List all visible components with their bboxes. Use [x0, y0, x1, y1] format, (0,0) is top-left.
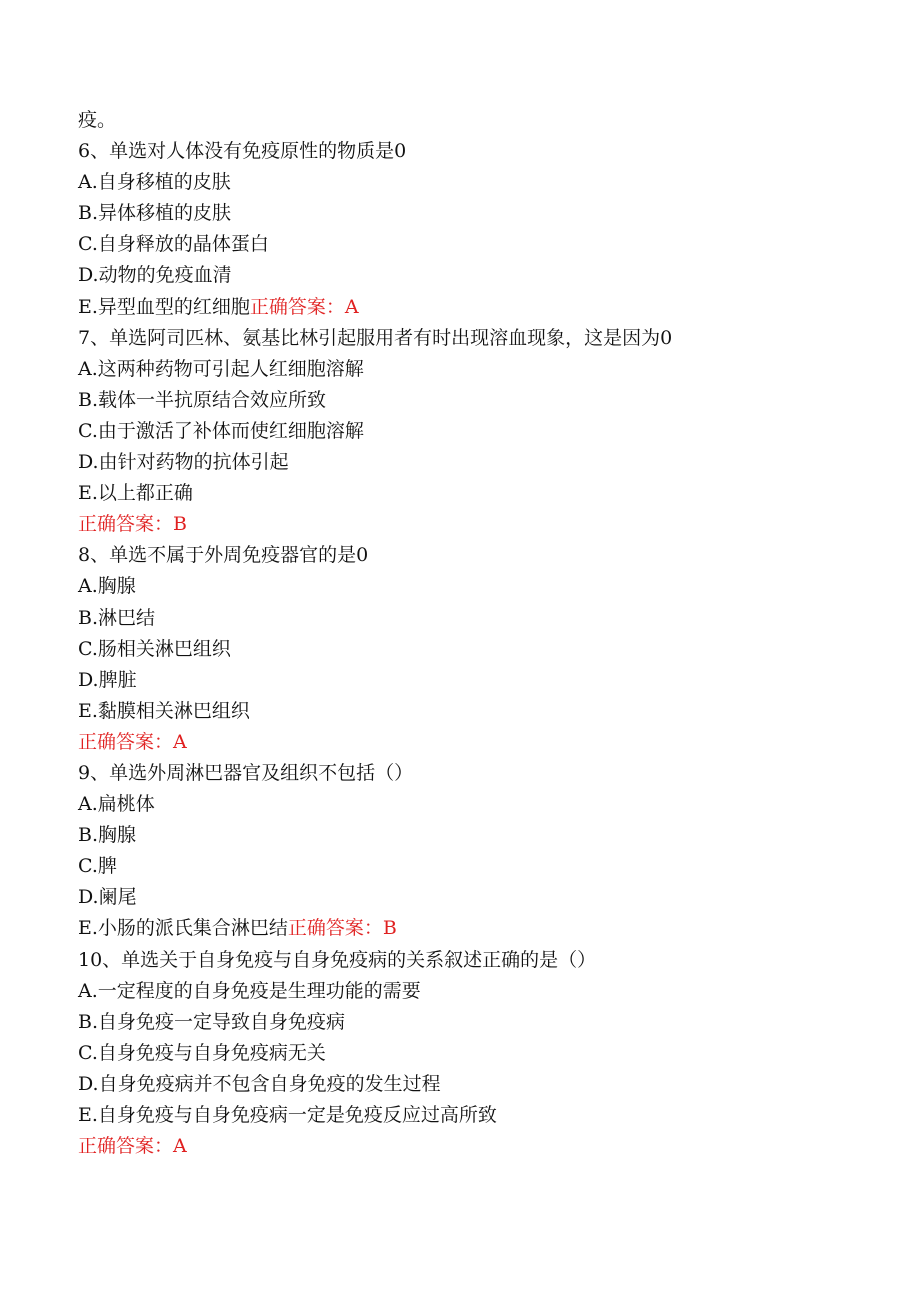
option-text: B.胸腺	[78, 824, 137, 847]
option-line	[78, 696, 878, 727]
option-text: C.自身免疫与自身免疫病无关	[78, 1041, 326, 1064]
option-line	[78, 882, 878, 913]
option-text: A.一定程度的自身免疫是生理功能的需要	[78, 979, 421, 1002]
question-text: 6、单选对人体没有免疫原性的物质是0	[78, 140, 407, 163]
text-line	[78, 105, 878, 136]
option-line	[78, 1100, 878, 1131]
question-line	[78, 945, 878, 976]
answer-text: 正确答案：A	[78, 730, 187, 753]
option-text: E.黏膜相关淋巴组织	[78, 699, 250, 722]
option-text: E.以上都正确	[78, 482, 193, 505]
option-text: D.自身免疫病并不包含自身免疫的发生过程	[78, 1072, 441, 1095]
option-text: C.由于激活了补体而使红细胞溶解	[78, 419, 364, 442]
question-text: 8、单选不属于外周免疫器官的是0	[78, 544, 369, 567]
option-line	[78, 1069, 878, 1100]
option-line	[78, 603, 878, 634]
answer-line	[78, 727, 878, 758]
option-text: B.异体移植的皮肤	[78, 202, 232, 225]
option-text: C.肠相关淋巴组织	[78, 637, 231, 660]
option-line	[78, 447, 878, 478]
option-text: D.阑尾	[78, 886, 137, 909]
option-text: C.自身释放的晶体蛋白	[78, 233, 269, 256]
option-line	[78, 789, 878, 820]
option-line	[78, 913, 878, 944]
option-text: E.自身免疫与自身免疫病一定是免疫反应过高所致	[78, 1104, 497, 1126]
option-text: D.动物的免疫血清	[78, 264, 232, 287]
option-text: B.自身免疫一定导致自身免疫病	[78, 1010, 346, 1033]
option-text: A.胸腺	[78, 575, 136, 598]
answer-line	[78, 1131, 878, 1162]
answer-line	[78, 509, 878, 540]
line-text: 疫。	[78, 109, 117, 131]
document-page	[78, 105, 878, 1162]
answer-text: 正确答案：A	[249, 295, 359, 318]
option-text: D.脾脏	[78, 668, 137, 691]
question-text: 9、单选外周淋巴器官及组织不包括（）	[78, 761, 414, 784]
option-text: B.淋巴结	[78, 606, 156, 629]
question-text: 7、单选阿司匹林、氨基比林引起服用者有时出现溶血现象，这是因为0	[78, 326, 673, 349]
option-line	[78, 478, 878, 509]
option-line	[78, 665, 878, 696]
question-line	[78, 540, 878, 571]
option-text: E.小肠的派氏集合淋巴结	[78, 917, 288, 940]
option-line	[78, 1038, 878, 1069]
question-text: 10、单选关于自身免疫与自身免疫病的关系叙述正确的是（）	[78, 948, 597, 971]
option-text: B.载体一半抗原结合效应所致	[78, 388, 327, 411]
option-line	[78, 354, 878, 385]
option-text: D.由针对药物的抗体引起	[78, 451, 289, 474]
option-line	[78, 385, 878, 416]
option-text: A.这两种药物可引起人红细胞溶解	[78, 357, 364, 380]
option-line	[78, 571, 878, 602]
question-line	[78, 136, 878, 167]
option-text: A.自身移植的皮肤	[78, 171, 231, 194]
option-line	[78, 976, 878, 1007]
option-line	[78, 292, 878, 323]
answer-text: 正确答案：B	[78, 513, 187, 536]
option-line	[78, 167, 878, 198]
option-text: C.脾	[78, 855, 117, 878]
option-text: E.异型血型的红细胞	[78, 295, 250, 318]
option-line	[78, 260, 878, 291]
option-line	[78, 851, 878, 882]
option-line	[78, 229, 878, 260]
option-line	[78, 198, 878, 229]
option-text: A.扁桃体	[78, 793, 155, 816]
option-line	[78, 416, 878, 447]
answer-text: 正确答案：B	[287, 917, 397, 940]
option-line	[78, 634, 878, 665]
option-line	[78, 1007, 878, 1038]
answer-text: 正确答案：A	[78, 1135, 187, 1158]
option-line	[78, 820, 878, 851]
question-line	[78, 323, 878, 354]
question-line	[78, 758, 878, 789]
